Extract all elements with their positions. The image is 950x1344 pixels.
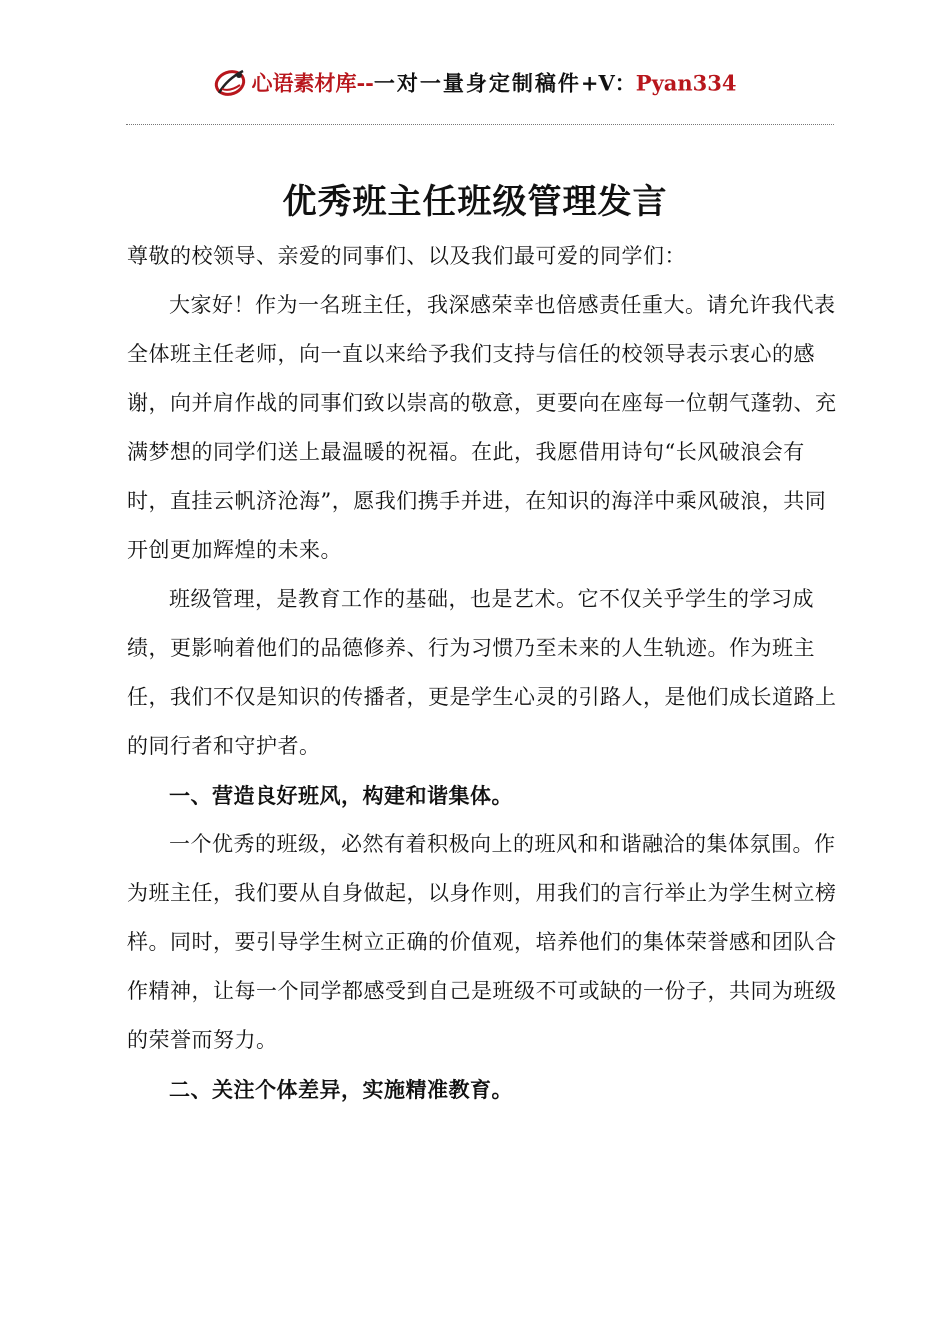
brand-logo-icon (213, 65, 251, 99)
header-contact-prefix: +V： (580, 70, 636, 96)
paragraph-class-management: 班级管理，是教育工作的基础，也是艺术。它不仅关乎学生的学习成绩，更影响着他们的品德修养、行为习惯乃至未来的人生轨迹。作为班主任，我们不仅是知识的传播者，更是学生心灵的引路人，是他们成长道路上的同行者和守护者。 (127, 587, 837, 758)
greeting: 尊敬的校领导、亲爱的同事们、以及我们最可爱的同学们： (127, 244, 686, 268)
section-heading-2: 二、关注个体差异，实施精准教育。 (169, 1077, 513, 1102)
document-title: 优秀班主任班级管理发言 (282, 182, 668, 222)
paragraph-class-atmosphere: 一个优秀的班级，必然有着积极向上的班风和和谐融洽的集体氛围。作为班主任，我们要从自身做起，以身作则，用我们的言行举止为学生树立榜样。同时，要引导学生树立正确的价值观，培养他们的集体荣誉感和团队合作精神，让每一个同学都感受到自己是班级不可或缺的一份子，共同为班级的荣誉而努力。 (127, 832, 837, 1052)
header-slogan: 一对一量身定制稿件 (373, 70, 581, 96)
section-heading-1: 一、营造良好班风，构建和谐集体。 (169, 783, 513, 808)
header-separator: -- (356, 70, 374, 96)
page-header (0, 62, 950, 102)
header-brand: 心语素材库 (251, 70, 357, 96)
document-body (127, 232, 837, 1114)
header-divider (126, 124, 834, 125)
header-contact-id: Pyan334 (635, 70, 737, 96)
paragraph-opening: 大家好！作为一名班主任，我深感荣幸也倍感责任重大。请允许我代表全体班主任老师，向一直以来给予我们支持与信任的校领导表示衷心的感谢，向并肩作战的同事们致以崇高的敬意，更要向在座每一位朝气蓬勃、充满梦想的同学们送上最温暖的祝福。在此，我愿借用诗句“长风破浪会有时，直挂云帆济沧海”，愿我们携手并进，在知识的海洋中乘风破浪，共同开创更加辉煌的未来。 (127, 293, 837, 562)
